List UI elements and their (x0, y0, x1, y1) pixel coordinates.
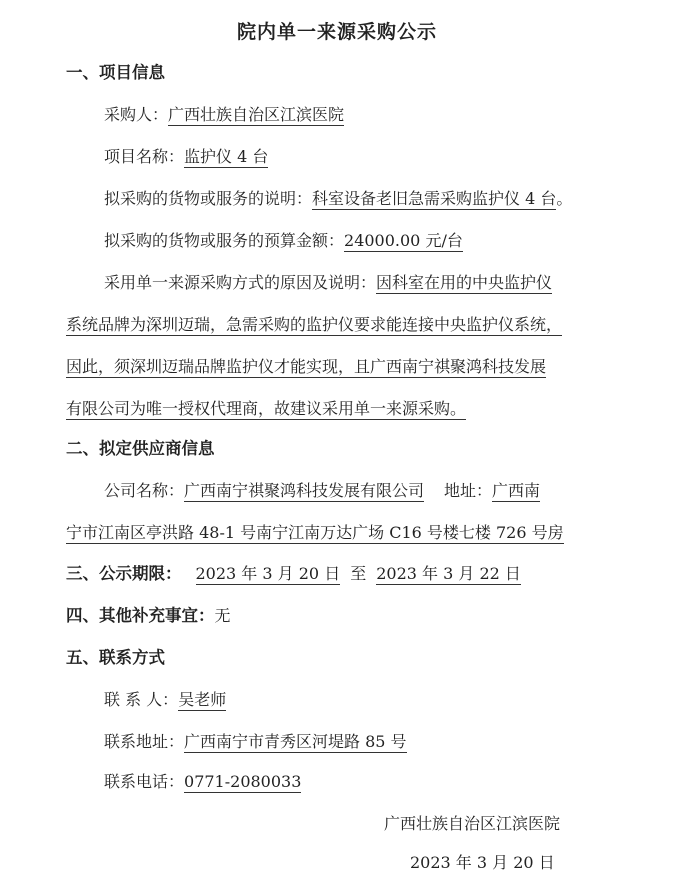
contact-label: 联 系 人： (104, 690, 179, 709)
reason-line-3-row (66, 356, 546, 378)
contact-phone-label: 联系电话： (104, 772, 185, 791)
period-start: 2023 年 3 月 20 日 (195, 564, 341, 583)
project-label: 项目名称： (104, 147, 185, 166)
purchaser-row (104, 104, 344, 126)
signature-date: 2023 年 3 月 20 日 (410, 853, 555, 872)
budget-row (104, 230, 463, 252)
contact-row (104, 689, 226, 711)
section-1-heading: 一、项目信息 (66, 63, 165, 82)
contact-address-label: 联系地址： (104, 732, 185, 751)
reason-line-4: 有限公司为唯一授权代理商，故建议采用单一来源采购。 (66, 399, 467, 418)
purchaser-value: 广西壮族自治区江滨医院 (168, 105, 345, 124)
description-label: 拟采购的货物或服务的说明： (104, 189, 313, 208)
purchaser-label: 采购人： (104, 105, 169, 124)
address-label: 地址： (444, 481, 493, 500)
contact-phone-value: 0771-2080033 (184, 772, 302, 791)
section-5-heading: 五、联系方式 (66, 648, 165, 667)
description-row (104, 188, 572, 210)
other-value: 无 (214, 606, 231, 625)
period-row (66, 563, 521, 585)
company-row (104, 480, 540, 502)
reason-row (104, 272, 552, 294)
reason-line-2: 系统品牌为深圳迈瑞，急需采购的监护仪要求能连接中央监护仪系统， (66, 315, 563, 334)
contact-address-value: 广西南宁市青秀区河堤路 85 号 (184, 732, 407, 751)
section-3-heading: 三、公示期限： (66, 564, 182, 583)
company-label: 公司名称： (104, 481, 185, 500)
contact-address-row (104, 731, 407, 753)
project-value: 监护仪 4 台 (184, 147, 269, 166)
reason-label: 采用单一来源采购方式的原因及说明： (104, 273, 377, 292)
company-value: 广西南宁祺聚鸿科技发展有限公司 (184, 481, 425, 500)
period-to: 至 (350, 564, 367, 583)
reason-line-1: 因科室在用的中央监护仪 (376, 273, 553, 292)
description-end: 。 (556, 189, 573, 208)
page-title: 院内单一来源采购公示 (237, 21, 438, 43)
other-row (66, 605, 231, 627)
budget-value: 24000.00 元/台 (344, 231, 463, 250)
budget-label: 拟采购的货物或服务的预算金额： (104, 231, 345, 250)
address-line-2: 宁市江南区亭洪路 48-1 号南宁江南万达广场 C16 号楼七楼 726 号房 (66, 523, 564, 542)
reason-line-3: 因此，须深圳迈瑞品牌监护仪才能实现，且广西南宁祺聚鸿科技发展 (66, 357, 547, 376)
section-4-heading: 四、其他补充事宜： (66, 606, 215, 625)
project-row (104, 146, 268, 168)
description-value: 科室设备老旧急需采购监护仪 4 台 (312, 189, 557, 208)
section-2-heading: 二、拟定供应商信息 (66, 439, 215, 458)
contact-phone-row (104, 771, 301, 793)
address-line-2-row (66, 522, 564, 544)
reason-line-2-row (66, 314, 562, 336)
contact-value: 吴老师 (178, 690, 227, 709)
period-end: 2023 年 3 月 22 日 (376, 564, 521, 583)
reason-line-4-row (66, 398, 466, 420)
address-line-1: 广西南 (492, 481, 541, 500)
signature-org: 广西壮族自治区江滨医院 (384, 814, 561, 833)
